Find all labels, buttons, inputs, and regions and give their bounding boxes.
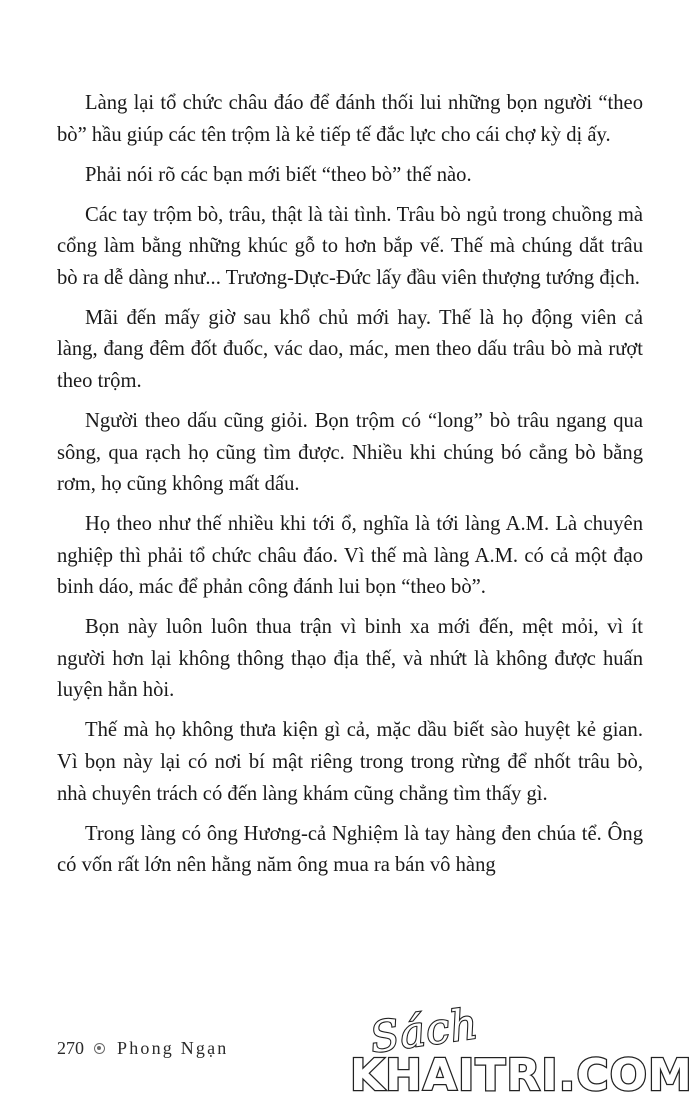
bullet-ornament-icon	[94, 1043, 105, 1054]
paragraph: Làng lại tổ chức châu đáo để đánh thối lui những bọn người “theo bò” hầu giúp các tên trộm là kẻ tiếp tế đắc lực cho cái chợ kỳ dị ấy.	[57, 92, 643, 146]
paragraph: Bọn này luôn luôn thua trận vì binh xa mới đến, mệt mỏi, vì ít người hơn lại không thông thạo địa thế, và nhứt là không được huấn luyện hẳn hòi.	[57, 616, 643, 702]
watermark-script-text: Sách	[367, 998, 482, 1063]
page-body	[57, 88, 643, 890]
paragraph: Mãi đến mấy giờ sau khổ chủ mới hay. Thế là họ động viên cả làng, đang đêm đốt đuốc, vác dao, mác, men theo dấu trâu bò mà rượt theo trộm.	[57, 306, 643, 392]
book-title: Phong Ngạn	[117, 1038, 229, 1058]
watermark-site-text: KHAITRI.COM	[350, 1050, 693, 1101]
paragraph: Thế mà họ không thưa kiện gì cả, mặc dầu biết sào huyệt kẻ gian. Vì bọn này lại có nơi bí mật riêng trong trong rừng để nhốt trâu bò, nhà chuyên trách có đến làng khám cũng chẳng tìm thấy gì.	[57, 719, 643, 805]
page-footer	[57, 1038, 229, 1059]
page-number: 270	[57, 1038, 84, 1058]
paragraph: Người theo dấu cũng giỏi. Bọn trộm có “long” bò trâu ngang qua sông, qua rạch họ cũng tìm được. Nhiều khi chúng bó cẳng bò bằng rơm, họ cũng không mất dấu.	[57, 409, 643, 496]
paragraph: Phải nói rõ các bạn mới biết “theo bò” thế nào.	[85, 163, 472, 186]
paragraph: Họ theo như thế nhiều khi tới ổ, nghĩa là tới làng A.M. Là chuyên nghiệp thì phải tổ chức châu đáo. Vì thế mà làng A.M. có cả một đạo binh dáo, mác để phản công đánh lui bọn “theo bò”.	[57, 513, 643, 599]
watermark-logo	[350, 998, 693, 1114]
paragraph: Các tay trộm bò, trâu, thật là tài tình. Trâu bò ngủ trong chuồng mà cổng làm bằng những khúc gỗ to hơn bắp vế. Thế mà chúng dắt trâu bò ra dễ dàng như... Trương-Dực-Đức lấy đầu viên thượng tướng địch.	[57, 203, 643, 289]
paragraph: Trong làng có ông Hương-cả Nghiệm là tay hàng đen chúa tể. Ông có vốn rất lớn nên hằng năm ông mua ra bán vô hàng	[57, 822, 643, 877]
